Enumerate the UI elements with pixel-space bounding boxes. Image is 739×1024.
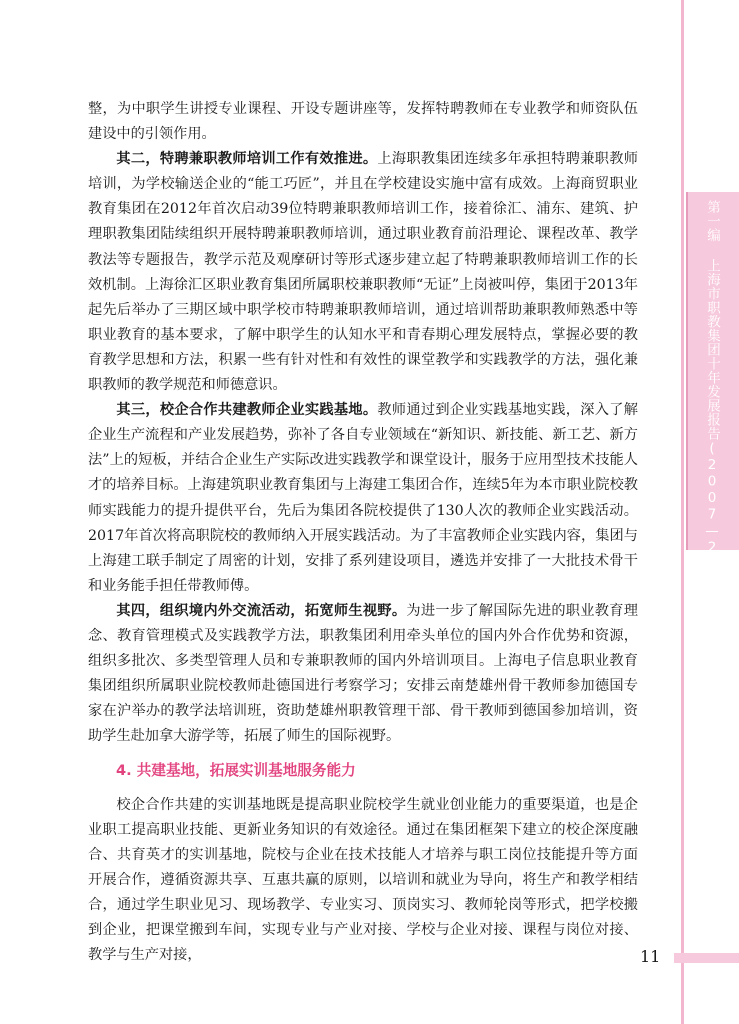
paragraph-item-4 bbox=[88, 599, 638, 750]
paragraph-lead: 其二，特聘兼职教师培训工作有效推进。 bbox=[116, 151, 378, 168]
paragraph-text: 上海职教集团连续多年承担特聘兼职教师培训，为学校输送企业的“能工巧匠”，并且在学校建设实施中富有成效。上海商贸职业教育集团在2012年首次启动39位特聘兼职教师培训工作，接着徐汇、浦东、建筑、护理职教集团陆续组织开展特聘兼职教师培训，通过职业教育前沿理论、课程改革、教学教法等专题报告，教学示范及观摩研讨等形式逐步建立起了特聘兼职教师培训工作的长效机制。上海徐汇区职业教育集团所属职校兼职教师“无证”上岗被叫停，集团于2013年起先后举办了三期区域中职学校市特聘兼职教师培训，通过培训帮助兼职教师熟悉中等职业教育的基本要求，了解中职学生的认知水平和青春期心理发展特点，掌握必要的教育教学思想和方法，积累一些有针对性和有效性的课堂教学和实践教学的方法，强化兼职教师的教学规范和师德意识。 bbox=[88, 151, 638, 394]
paragraph-text: 教师通过到企业实践基地实践，深入了解企业生产流程和产业发展趋势，弥补了各自专业领域在“新知识、新技能、新工艺、新方法”上的短板，并结合企业生产实际改进实践教学和课堂设计，服务于应用型技术技能人才的培养目标。上海建筑职业教育集团与上海建工集团合作，连续5年为本市职业院校教师实践能力的提升提供平台，先后为集团各院校提供了130人次的教师企业实践活动。2017年首次将高职院校的教师纳入开展实践活动。为了丰富教师企业实践内容，集团与上海建工联手制定了周密的计划，安排了系列建设项目，遴选并安排了一大批技术骨干和业务能手担任带教师傅。 bbox=[88, 402, 638, 594]
page-body bbox=[88, 97, 638, 968]
paragraph-text: 为进一步了解国际先进的职业教育理念、教育管理模式及实践教学方法，职教集团利用牵头单位的国内外合作优势和资源，组织多批次、多类型管理人员和专兼职教师的国内外培训项目。上海电子信息职业教育集团组织所属职业院校教师赴德国进行考察学习；安排云南楚雄州骨干教师参加德国专家在沪举办的教学法培训班，资助楚雄州职教管理干部、骨干教师到德国参加培训，资助学生赴加拿大游学等，拓展了师生的国际视野。 bbox=[88, 602, 638, 745]
paragraph-item-3 bbox=[88, 398, 638, 599]
page-number: 11 bbox=[640, 947, 661, 966]
chapter-tab-label: 第一编 上海市职教集团十年发展报告(2007—2017) bbox=[704, 200, 720, 622]
margin-rule bbox=[681, 0, 684, 1024]
paragraph-lead: 其三，校企合作共建教师企业实践基地。 bbox=[116, 402, 378, 419]
section-heading: 4. 共建基地，拓展实训基地服务能力 bbox=[116, 762, 356, 780]
paragraph-item-5: 校企合作共建的实训基地既是提高职业院校学生就业创业能力的重要渠道，也是企业职工提高职业技能、更新业务知识的有效途径。通过在集团框架下建立的校企深度融合、共育英才的实训基地，院校与企业在技术技能人才培养与职工岗位技能提升等方面开展合作，遵循资源共享、互惠共赢的原则，以培训和就业为导向，将生产和教学相结合，通过学生职业见习、现场教学、专业实习、顶岗实习、教师轮岗等形式，把学校搬到企业，把课堂搬到车间，实现专业与产业对接、学校与企业对接、课程与岗位对接、教学与生产对接， bbox=[88, 796, 638, 964]
footer-bar bbox=[674, 953, 739, 963]
paragraph-item-2 bbox=[88, 147, 638, 398]
paragraph-continuation: 整，为中职学生讲授专业课程、开设专题讲座等，发挥特聘教师在专业教学和师资队伍建设中的引领作用。 bbox=[88, 101, 638, 143]
paragraph-lead: 其四，组织境内外交流活动，拓宽师生视野。 bbox=[116, 602, 407, 619]
